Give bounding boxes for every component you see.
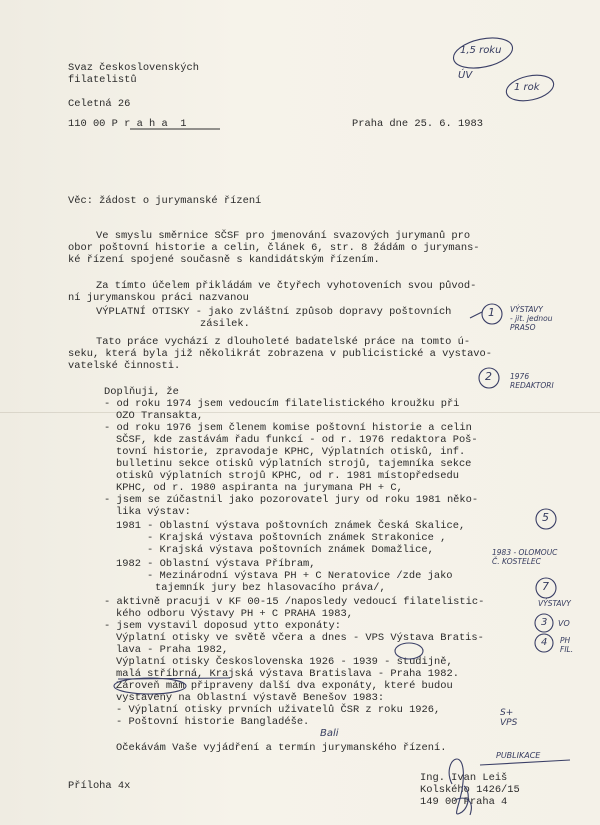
hw-margin-2-note: 1976 REDAKTORI: [510, 372, 554, 390]
hw-margin-6: 4: [541, 637, 548, 648]
body-line: - Krajská výstava poštovních známek Strakonice ,: [147, 532, 447, 544]
body-line: Tato práce vychází z dlouholeté badatelské práce na tomto ú-: [96, 336, 471, 348]
hw-margin-3: 5: [542, 511, 549, 524]
body-line: lika výstav:: [116, 506, 191, 518]
body-line: 1981 - Oblastní výstava poštovních známek Česká Skalice,: [116, 520, 466, 532]
hw-margin-7: S+ VPS: [500, 708, 518, 728]
body-line: seku, která byla již několikrát zobrazena v publicistické a vystavo-: [68, 348, 493, 360]
body-line: - Poštovní historie Bangladéše.: [116, 716, 310, 728]
hw-margin-4: 7: [542, 580, 549, 593]
body-line: tovní historie, zpravodaje KPHC, Výplatních otisků, inf.: [116, 446, 466, 458]
hw-margin-6-note: PH FIL.: [560, 636, 574, 654]
hw-publikace: PUBLIKACE: [496, 751, 541, 760]
paper-fold: [0, 412, 600, 413]
body-line: SČSF, kde zastávám řadu funkcí - od r. 1976 redaktora Poš-: [116, 434, 478, 446]
body-line: Výplatní otisky Československa 1926 - 1939 - studijně,: [116, 656, 453, 668]
body-line: ké řízení spojené současně s kandidátským řízením.: [68, 254, 380, 266]
date-line: Praha dne 25. 6. 1983: [352, 118, 483, 130]
body-line: KPHC, od r. 1980 aspiranta na jurymana PH + C,: [116, 482, 403, 494]
body-line: - od roku 1976 jsem členem komise poštovní historie a celin: [104, 422, 472, 434]
body-line: malá stříbrná, Krajská výstava Bratislava - Praha 1982.: [116, 668, 459, 680]
body-line: Ve smyslu směrnice SČSF pro jmenování svazových jurymanů pro: [96, 230, 471, 242]
signature-city: 149 00 Praha 4: [420, 796, 508, 808]
sender-city: 110 00 P r a h a 1: [68, 118, 187, 130]
body-line: tajemník jury bez hlasovacího práva/,: [155, 582, 386, 594]
sender-name-line1: Svaz československých: [68, 62, 199, 74]
body-line: - jsem vystavil doposud ytto exponáty:: [104, 620, 341, 632]
attachment-note: Příloha 4x: [68, 780, 131, 792]
body-line: lava - Praha 1982,: [116, 644, 229, 656]
body-line: obor poštovní historie a celin, článek 6, str. 8 žádám o jurymans-: [68, 242, 480, 254]
body-line: Doplňuji, že: [104, 386, 179, 398]
body-line: zásilek.: [200, 318, 250, 330]
body-line: - Krajská výstava poštovních známek Domažlice,: [147, 544, 434, 556]
body-line: 1982 - Oblastní výstava Příbram,: [116, 558, 316, 570]
body-line: - aktivně pracuji v KF 00-15 /naposledy vedoucí filatelistic-: [104, 596, 485, 608]
body-line: Za tímto účelem přikládám ve čtyřech vyhotoveních svou původ-: [96, 280, 477, 292]
body-line: - Mezinárodní výstava PH + C Neratovice /zde jako: [147, 570, 453, 582]
hw-top-right-2: ÚV: [458, 70, 473, 81]
hw-top-right-1: 1,5 roku: [460, 45, 502, 56]
hw-bali: Bali: [320, 728, 339, 739]
sender-name-line2: filatelistů: [68, 74, 137, 86]
body-line: vatelské činnosti.: [68, 360, 181, 372]
hw-margin-5-note: VO: [558, 619, 570, 628]
hw-margin-4-note: VÝSTAVY: [538, 599, 571, 608]
body-line: - jsem se zúčastnil jako pozorovatel jury od roku 1981 něko-: [104, 494, 479, 506]
hw-margin-1: 1: [488, 306, 495, 319]
hw-margin-5: 3: [541, 617, 548, 628]
body-line: ní jurymanskou práci nazvanou: [68, 292, 249, 304]
sender-street: Celetná 26: [68, 98, 131, 110]
body-line: Zároveň mám připraveny další dva exponáty, které budou: [116, 680, 453, 692]
body-line: OZO Transakta,: [116, 410, 204, 422]
hw-margin-2: 2: [485, 370, 492, 383]
body-line: - Výplatní otisky prvních uživatelů ČSR z roku 1926,: [116, 704, 441, 716]
body-line: kého odboru Výstavy PH + C PRAHA 1983,: [116, 608, 353, 620]
body-line: Očekávám Vaše vyjádření a termín jurymanského řízení.: [116, 742, 447, 754]
body-line: bulletinu sekce otisků výplatních strojů, tajemníka sekce: [116, 458, 472, 470]
hw-margin-1-note: VÝSTAVY - jit. jednou PRASO: [510, 305, 553, 332]
subject-line: Věc: žádost o jurymanské řízení: [68, 195, 262, 207]
body-line: vystaveny na Oblastní výstavě Benešov 1983:: [116, 692, 385, 704]
body-line: VÝPLATNÍ OTISKY - jako zvláštní způsob dopravy poštovních: [96, 306, 452, 318]
signature-name: Ing. Ivan Leiš: [420, 772, 508, 784]
hw-margin-3-note: 1983 - OLOMOUC Č. KOSTELEC: [492, 548, 558, 566]
body-line: Výplatní otisky ve světě včera a dnes - VPS Výstava Bratis-: [116, 632, 484, 644]
body-line: - od roku 1974 jsem vedoucím filatelistického kroužku při: [104, 398, 460, 410]
signature-street: Kolského 1426/15: [420, 784, 520, 796]
hw-top-right-3: 1 rok: [514, 82, 540, 93]
body-line: otisků výplatních strojů KPHC, od r. 1981 místopředsedu: [116, 470, 459, 482]
